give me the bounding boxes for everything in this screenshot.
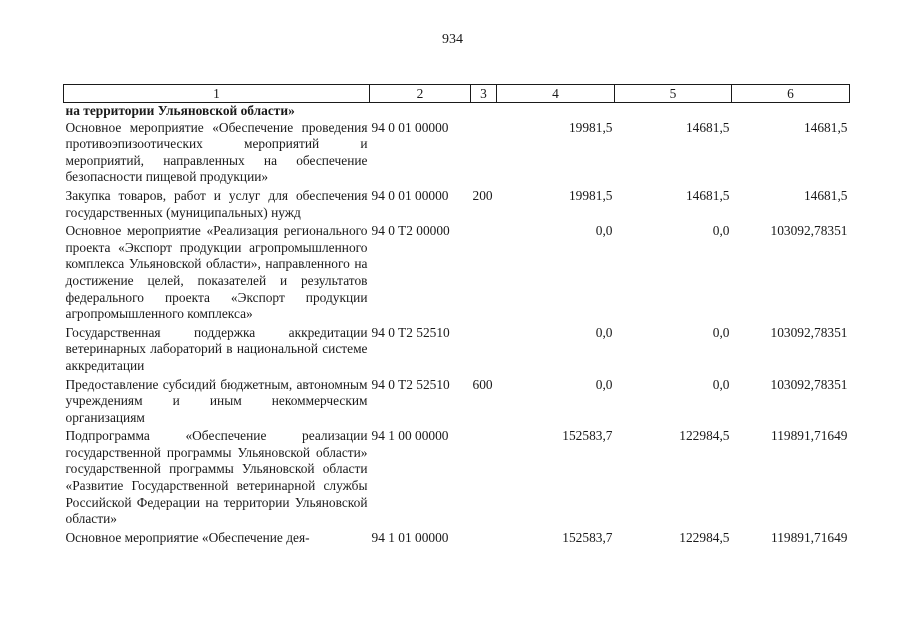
row-value-6: [732, 103, 850, 120]
row-value-4: 152583,7: [562, 428, 613, 444]
row-name: Государственная поддержка аккредитации ветеринарных лабораторий в национальной системе аккредитации: [65, 324, 368, 373]
column-header-1: 1: [64, 85, 370, 103]
row-value-6: 119891,71649: [771, 428, 848, 444]
table-row: [64, 120, 850, 188]
row-type: [471, 103, 497, 120]
column-header-3: 3: [471, 85, 497, 103]
row-code: 94 0 01 00000: [371, 187, 449, 203]
row-value-5: 14681,5: [685, 119, 730, 135]
row-code: 94 0 T2 52510: [371, 324, 450, 340]
row-value-6: 103092,78351: [770, 376, 848, 392]
row-name: Предоставление субсидий бюджетным, автономным учреждениям и иным некоммерческим организациям: [65, 376, 368, 425]
row-value-6: 103092,78351: [770, 223, 848, 239]
row-value-4: 152583,7: [562, 529, 613, 545]
column-header-5: 5: [615, 85, 732, 103]
row-code: 94 1 00 00000: [371, 428, 449, 444]
row-value-4: 0,0: [595, 223, 613, 239]
row-type: [471, 120, 497, 188]
row-value-5: 0,0: [712, 376, 730, 392]
row-value-6: 119891,71649: [771, 529, 848, 545]
row-type: [471, 325, 497, 377]
row-name: Основное мероприятие «Обеспечение дея-: [65, 529, 310, 545]
table-row: [64, 377, 850, 429]
row-value-5: [615, 103, 732, 120]
row-code: 94 1 01 00000: [371, 529, 449, 545]
row-value-4: 0,0: [595, 324, 613, 340]
row-value-4: 0,0: [595, 376, 613, 392]
row-code: 94 0 01 00000: [371, 119, 449, 135]
row-value-5: 122984,5: [679, 428, 730, 444]
table-row: [64, 223, 850, 325]
table-row: [64, 325, 850, 377]
row-name: Подпрограмма «Обеспечение реализации государственной программы Ульяновской области» государственной программы Ульяновской области «Развитие Государственной ветеринарной службы Российской Федерации на территории Ульяновской области»: [65, 428, 368, 527]
row-type: [471, 428, 497, 530]
table-row: [64, 103, 850, 120]
row-value-4: 19981,5: [568, 187, 613, 203]
header-row: [64, 85, 850, 103]
table-row: [64, 188, 850, 223]
row-type: [471, 223, 497, 325]
row-value-5: 122984,5: [679, 529, 730, 545]
table-row: [64, 530, 850, 549]
row-value-6: 14681,5: [803, 187, 848, 203]
page-number: 934: [442, 32, 463, 47]
row-type: [471, 530, 497, 549]
row-type: 200: [472, 187, 493, 203]
row-value-5: 0,0: [712, 223, 730, 239]
row-value-6: 103092,78351: [770, 324, 848, 340]
row-value-5: 0,0: [712, 324, 730, 340]
row-value-5: 14681,5: [685, 187, 730, 203]
row-code: 94 0 T2 00000: [371, 223, 450, 239]
row-value-4: [497, 103, 615, 120]
row-type: 600: [472, 376, 493, 392]
budget-table: [63, 84, 850, 548]
row-name: Основное мероприятие «Обеспечение проведения противоэпизоотических мероприятий и мероприятий, направленных на обеспечение безопасности пищевой продукции»: [65, 119, 368, 185]
row-name: на территории Ульяновской области»: [65, 103, 295, 118]
table-row: [64, 428, 850, 530]
row-value-4: 19981,5: [568, 119, 613, 135]
column-header-2: 2: [370, 85, 471, 103]
row-name: Основное мероприятие «Реализация регионального проекта «Экспорт продукции агропромышленного комплекса Ульяновской области», направленного на достижение целей, показателей и результатов федерального проекта «Экспорт продукции агропромышленного комплекса»: [65, 223, 368, 322]
row-code: 94 0 T2 52510: [371, 376, 450, 392]
row-name: Закупка товаров, работ и услуг для обеспечения государственных (муниципальных) нужд: [65, 187, 368, 220]
row-code: [370, 103, 471, 120]
column-header-6: 6: [732, 85, 850, 103]
row-value-6: 14681,5: [803, 119, 848, 135]
column-header-4: 4: [497, 85, 615, 103]
